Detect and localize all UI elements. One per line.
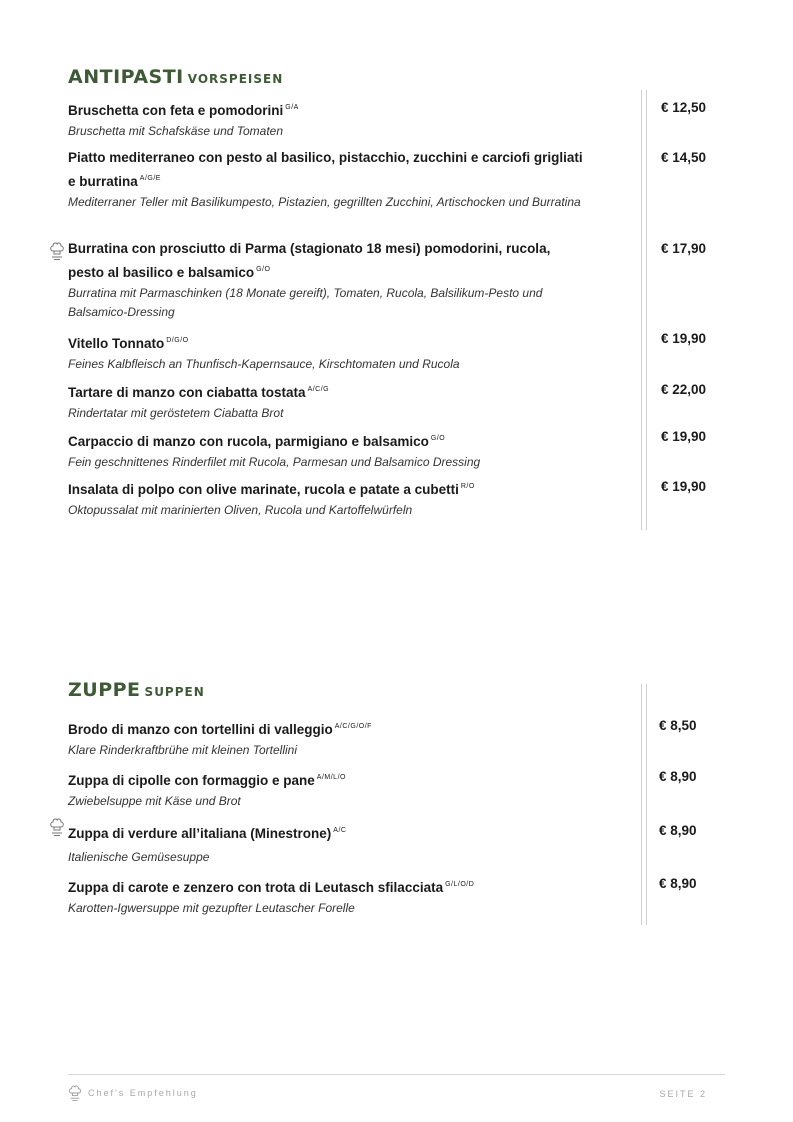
section-title: ANTIPASTI [68, 66, 184, 88]
dish-price: € 12,50 [661, 100, 707, 115]
section-subtitle: SUPPEN [144, 685, 205, 699]
allergen-codes: A/M/L/O [316, 774, 346, 781]
allergen-codes: D/G/O [166, 337, 189, 344]
allergen-codes: R/O [460, 483, 475, 490]
antipasti-heading [68, 62, 283, 90]
dish-name: Brodo di manzo con tortellini di valleggio [68, 722, 333, 737]
dish-price: € 14,50 [661, 150, 707, 165]
footer-legend [68, 1084, 198, 1102]
menu-item [68, 820, 588, 867]
dish-name: Bruschetta con feta e pomodorini [68, 103, 284, 118]
menu-item [68, 330, 588, 374]
chef-hat-icon [49, 241, 65, 261]
chef-hat-icon [68, 1084, 82, 1102]
dish-name: Vitello Tonnato [68, 336, 165, 351]
allergen-codes: A/C/G [307, 386, 330, 393]
dish-description: Oktopussalat mit marinierten Oliven, Rucola und Kartoffelwürfeln [68, 503, 413, 517]
dish-price: € 8,90 [659, 769, 697, 784]
menu-item [68, 238, 588, 322]
dish-description: Rindertatar mit geröstetem Ciabatta Brot [68, 406, 284, 420]
allergen-codes: A/C/G/O/F [334, 723, 372, 730]
allergen-codes: A/G/E [139, 175, 161, 182]
menu-item [68, 874, 588, 918]
dish-description: Italienische Gemüsesuppe [68, 850, 210, 864]
dish-name: Zuppa di verdure all’italiana (Minestrone) [68, 826, 332, 841]
dish-name: Carpaccio di manzo con rucola, parmigiano e balsamico [68, 434, 429, 449]
menu-item [68, 379, 588, 423]
allergen-codes: G/A [285, 104, 299, 111]
dish-name: Zuppa di carote e zenzero con trota di Leutasch sfilacciata [68, 880, 444, 895]
dish-name: Zuppa di cipolle con formaggio e pane [68, 773, 315, 788]
dish-description: Burratina mit Parmaschinken (18 Monate gereift), Tomaten, Rucola, Balsilikum-Pesto und Balsamico-Dressing [68, 286, 543, 319]
dish-description: Mediterraner Teller mit Basilikumpesto, Pistazien, gegrillten Zucchini, Artischocken und Burratina [68, 195, 581, 209]
dish-description: Bruschetta mit Schafskäse und Tomaten [68, 124, 284, 138]
section-title: ZUPPE [68, 679, 141, 701]
dish-name: Tartare di manzo con ciabatta tostata [68, 385, 306, 400]
page-number: SEITE 2 [659, 1089, 707, 1099]
dish-price: € 8,90 [659, 823, 697, 838]
allergen-codes: G/O [430, 435, 446, 442]
zuppe-heading [68, 675, 205, 703]
allergen-codes: A/C [333, 827, 347, 834]
dish-price: € 8,90 [659, 876, 697, 891]
dish-description: Feines Kalbfleisch an Thunfisch-Kapernsauce, Kirschtomaten und Rucola [68, 357, 460, 371]
menu-item [68, 97, 588, 141]
dish-price: € 17,90 [661, 241, 707, 256]
allergen-codes: G/O [256, 266, 271, 273]
menu-item [68, 147, 588, 212]
dish-price: € 8,50 [659, 718, 697, 733]
dish-description: Klare Rinderkraftbrühe mit kleinen Tortellini [68, 743, 297, 757]
dish-description: Zwiebelsuppe mit Käse und Brot [68, 794, 241, 808]
dish-price: € 22,00 [661, 382, 707, 397]
section-subtitle: VORSPEISEN [187, 72, 284, 86]
dish-price: € 19,90 [661, 331, 707, 346]
footer-legend-label: Chef's Empfehlung [88, 1088, 198, 1098]
dish-description: Karotten-Igwersuppe mit gezupfter Leutascher Forelle [68, 901, 355, 915]
dish-price: € 19,90 [661, 429, 707, 444]
chef-hat-icon [49, 817, 65, 837]
menu-item [68, 428, 588, 472]
footer-divider [68, 1074, 725, 1075]
dish-price: € 19,90 [661, 479, 707, 494]
menu-item [68, 476, 588, 520]
dish-description: Fein geschnittenes Rinderfilet mit Rucola, Parmesan und Balsamico Dressing [68, 455, 481, 469]
menu-item [68, 767, 588, 811]
dish-name: Burratina con prosciutto di Parma (stagionato 18 mesi) pomodorini, rucola, pesto al basilico e balsamico [68, 241, 551, 280]
menu-item [68, 716, 588, 760]
price-divider [641, 90, 647, 530]
dish-name: Piatto mediterraneo con pesto al basilico, pistacchio, zucchini e carciofi grigliati e burratina [68, 150, 583, 189]
price-divider [641, 684, 647, 925]
dish-name: Insalata di polpo con olive marinate, rucola e patate a cubetti [68, 482, 459, 497]
allergen-codes: G/L/O/D [445, 881, 475, 888]
